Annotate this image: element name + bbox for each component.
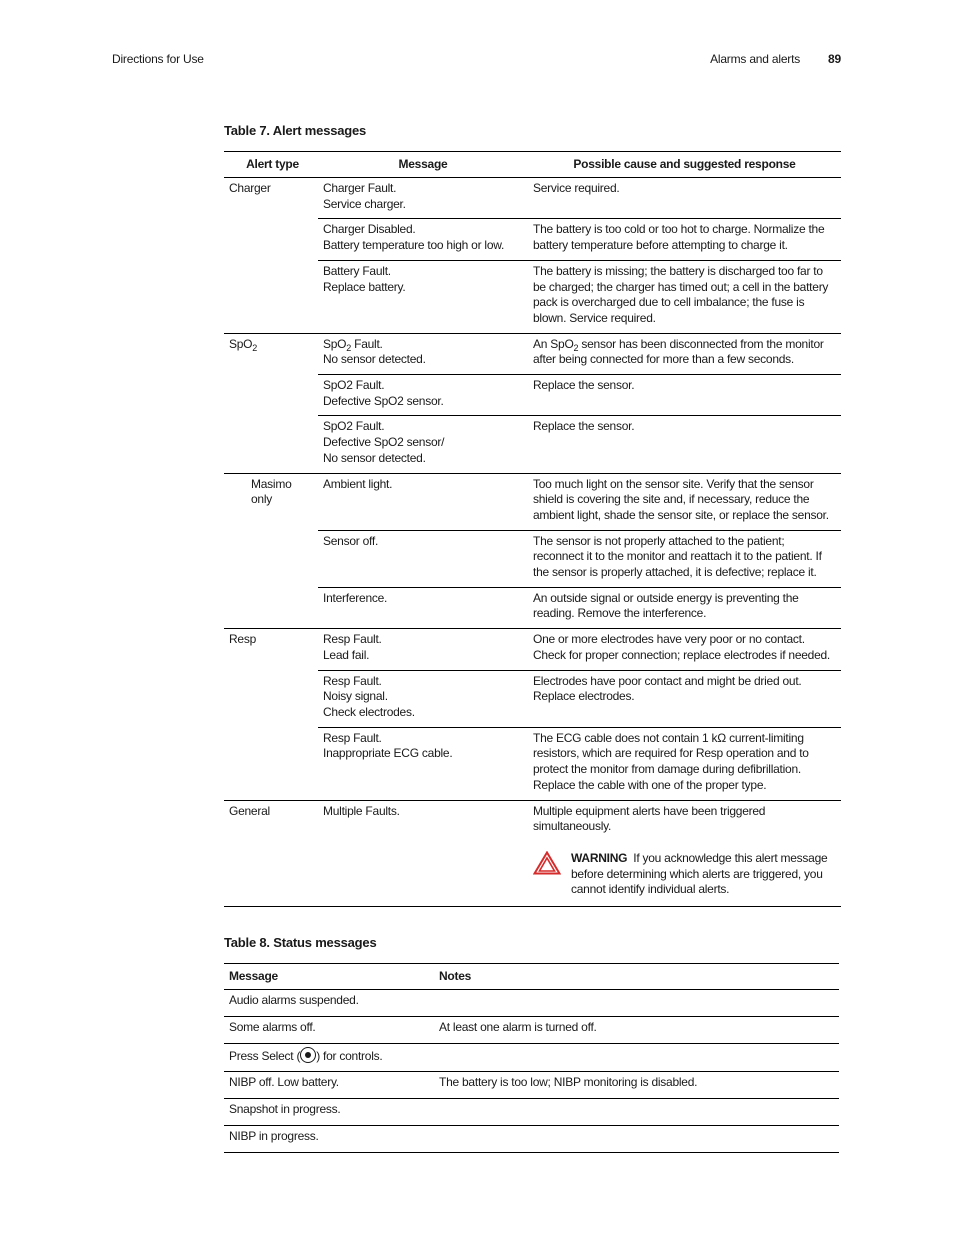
warning-label: WARNING	[571, 850, 628, 865]
response-cell	[528, 800, 841, 907]
message-cell: Resp Fault. Noisy signal. Check electrodes.	[318, 670, 528, 727]
alert-type-cell	[224, 416, 318, 473]
table8-caption: Table 8. Status messages	[224, 935, 377, 950]
alert-type-cell	[224, 587, 318, 628]
message-cell: NIBP in progress.	[229, 1128, 319, 1143]
message-cell: Resp Fault. Lead fail.	[318, 629, 528, 670]
alert-type-cell: Resp	[229, 632, 257, 647]
table-row	[224, 629, 841, 670]
message-cell: Audio alarms suspended.	[229, 993, 359, 1007]
message-cell: Charger Fault. Service charger.	[318, 178, 528, 219]
table-row	[224, 473, 841, 530]
response-cell: One or more electrodes have very poor or no contact. Check for proper connection; replace electrodes if needed.	[528, 629, 841, 670]
table-row	[224, 219, 841, 260]
message-cell: Multiple Faults.	[323, 803, 400, 818]
table-row	[224, 1098, 839, 1125]
notes-cell	[434, 1044, 839, 1072]
table-row	[224, 1017, 839, 1044]
table-row	[224, 178, 841, 219]
status-messages-table	[224, 963, 839, 1153]
table-row	[224, 1125, 839, 1152]
message-cell: Some alarms off.	[229, 1020, 316, 1034]
alert-type-cell: General	[229, 803, 270, 818]
response-cell: Service required.	[528, 178, 841, 219]
response-cell: Too much light on the sensor site. Verify that the sensor shield is covering the site and, if necessary, reduce the ambient light, shade the sensor site, or replace the sensor.	[528, 473, 841, 530]
running-header-title: Directions for Use	[112, 52, 204, 66]
notes-cell	[434, 990, 839, 1017]
message-cell: SpO$_2$ Fault. No sensor detected.	[318, 333, 528, 374]
response-cell: The sensor is not properly attached to the patient; reconnect it to the monitor and reattach it to the patient. If the sensor is properly attached, it is defective; replace it.	[528, 530, 841, 587]
column-header: Message	[398, 156, 448, 171]
alert-type-cell	[224, 260, 318, 333]
table-row	[224, 333, 841, 374]
message-cell: Battery Fault. Replace battery.	[323, 263, 406, 294]
column-header: Notes	[439, 968, 472, 983]
notes-cell: The battery is too low; NIBP monitoring is disabled.	[439, 1074, 698, 1089]
message-cell: Interference.	[323, 590, 388, 605]
table-row	[224, 260, 841, 333]
response-cell: An SpO$_2$ sensor has been disconnected from the monitor after being connected for more than a few seconds.	[528, 333, 841, 374]
table-row	[224, 727, 841, 800]
alert-type-cell: Masimo only	[251, 476, 292, 507]
message-cell: Press Select ( ) for controls.	[229, 1049, 383, 1063]
message-cell: Charger Disabled. Battery temperature too high or low.	[318, 219, 528, 260]
alert-type-cell: SpO$_2$	[229, 336, 258, 353]
response-cell: An outside signal or outside energy is preventing the reading. Remove the interference.	[533, 590, 799, 621]
response-cell: The battery is too cold or too hot to charge. Normalize the battery temperature before attempting to charge it.	[528, 219, 841, 260]
table-row	[224, 1044, 839, 1072]
response-cell: Replace the sensor.	[533, 419, 635, 434]
table7-caption: Table 7. Alert messages	[224, 123, 367, 138]
message-cell: Snapshot in progress.	[229, 1101, 341, 1116]
warning-triangle-icon	[533, 851, 561, 875]
alert-type-cell	[224, 530, 318, 587]
response-cell: Electrodes have poor contact and might be dried out. Replace electrodes.	[528, 670, 841, 727]
column-header: Possible cause and suggested response	[573, 156, 796, 171]
alert-type-cell: Charger	[229, 181, 271, 195]
message-cell: SpO2 Fault. Defective SpO2 sensor/ No sensor detected.	[323, 419, 445, 465]
alert-messages-table	[224, 151, 841, 907]
message-cell: SpO2 Fault. Defective SpO2 sensor.	[318, 375, 528, 416]
message-cell: Ambient light.	[318, 473, 528, 530]
notes-cell	[434, 1125, 839, 1152]
table-row	[224, 587, 841, 628]
table-row	[224, 1071, 839, 1098]
table-row	[224, 800, 841, 907]
table-row	[224, 530, 841, 587]
alert-type-cell	[224, 670, 318, 727]
table-row	[224, 990, 839, 1017]
warning-text: WARNING If you acknowledge this alert message before determining which alerts are triggered, you cannot identify individual alerts.	[571, 850, 828, 897]
notes-cell	[434, 1098, 839, 1125]
message-cell: Resp Fault. Inappropriate ECG cable.	[323, 730, 453, 761]
response-cell: The battery is missing; the battery is discharged too far to be charged; the charger has timed out; a cell in the battery pack is overcharged due to cell imbalance; the fuse is blown. Service required.	[533, 263, 829, 325]
notes-cell: At least one alarm is turned off.	[439, 1020, 597, 1034]
running-header-right	[710, 52, 841, 66]
table-header-row	[224, 964, 839, 990]
table-row	[224, 416, 841, 473]
table-row	[224, 670, 841, 727]
table-header-row	[224, 152, 841, 178]
column-header: Alert type	[246, 156, 299, 171]
alert-type-cell	[224, 727, 318, 800]
column-header: Message	[229, 968, 278, 983]
message-cell: Sensor off.	[318, 530, 528, 587]
table-row	[224, 375, 841, 416]
response-cell: The ECG cable does not contain 1 kΩ current-limiting resistors, which are required for Resp operation and to protect the monitor from damage during defibrillation. Replace the cable with one of the proper type.	[533, 730, 809, 792]
alert-type-cell	[224, 375, 318, 416]
message-cell: NIBP off. Low battery.	[229, 1074, 339, 1089]
response-cell: Replace the sensor.	[528, 375, 841, 416]
warning-callout	[533, 851, 836, 898]
alert-type-cell	[224, 219, 318, 260]
running-header-section: Alarms and alerts	[710, 52, 801, 66]
select-button-icon	[300, 1047, 316, 1063]
page-number: 89	[828, 52, 841, 66]
response-text: Multiple equipment alerts have been triggered simultaneously.	[533, 803, 766, 834]
